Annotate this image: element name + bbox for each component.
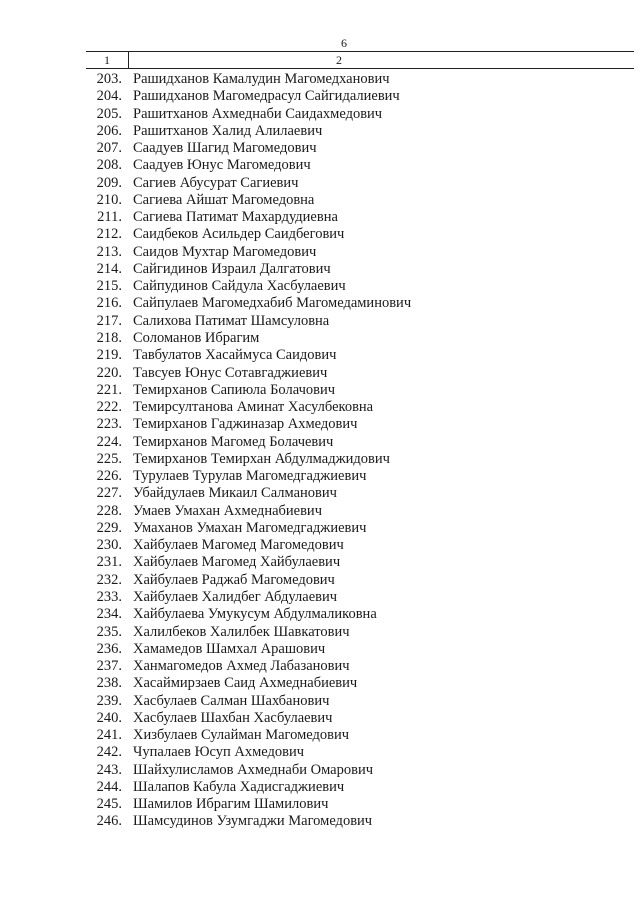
list-item-number: 226.: [96, 468, 122, 485]
list-item: [0, 572, 640, 589]
list-item-name: Хайбулаев Магомед Магомедович: [133, 537, 344, 554]
list-item-name: Шамсудинов Узумгаджи Магомедович: [133, 813, 373, 830]
list-item: [0, 416, 640, 433]
list-item-name: Умаев Умахан Ахмеднабиевич: [133, 502, 322, 519]
list-item-name: Саидбеков Асильдер Саидбегович: [133, 226, 345, 243]
list-item: [0, 693, 640, 710]
list-item-name: Соломанов Ибрагим: [133, 329, 260, 346]
list-item-number: 219.: [96, 347, 122, 364]
list-item-number: 224.: [96, 433, 122, 450]
list-item-name: Рашидханов Магомедрасул Сайгидалиевич: [133, 88, 400, 105]
list-item: [0, 347, 640, 364]
list-item-name: Темирханов Темирхан Абдулмаджидович: [133, 450, 390, 467]
list-item: [0, 88, 640, 105]
list-item: [0, 624, 640, 641]
list-item-number: 233.: [96, 588, 122, 605]
list-item-name: Шайхулисламов Ахмеднаби Омарович: [133, 761, 373, 778]
list-item: [0, 641, 640, 658]
list-item: [0, 796, 640, 813]
list-item-name: Хизбулаев Сулайман Магомедович: [133, 727, 350, 744]
list-item-name: Саадуев Юнус Магомедович: [133, 157, 311, 174]
list-item-name: Сагиева Патимат Махардудиевна: [133, 209, 338, 226]
list-item-name: Сагиев Абусурат Сагиевич: [133, 174, 299, 191]
list-item: [0, 520, 640, 537]
list-item: [0, 365, 640, 382]
list-item-number: 232.: [96, 571, 122, 588]
list-item: [0, 295, 640, 312]
list-item-name: Хамамедов Шамхал Арашович: [133, 640, 326, 657]
list-item: [0, 330, 640, 347]
list-item-number: 234.: [96, 606, 122, 623]
list-item-name: Темирханов Магомед Болачевич: [133, 433, 334, 450]
list-item-name: Рашитханов Ахмеднаби Саидахмедович: [133, 105, 383, 122]
list-item-number: 240.: [96, 709, 122, 726]
column-header-name: 2: [336, 53, 342, 67]
list-item-number: 207.: [96, 140, 122, 157]
list-item: [0, 434, 640, 451]
list-item: [0, 675, 640, 692]
list-item: [0, 399, 640, 416]
list-item-number: 212.: [96, 226, 122, 243]
list-item-name: Хайбулаев Магомед Хайбулаевич: [133, 554, 341, 571]
list-item-name: Турулаев Турулав Магомедгаджиевич: [133, 468, 367, 485]
list-item: [0, 503, 640, 520]
list-item-number: 215.: [96, 278, 122, 295]
list-item-number: 239.: [96, 692, 122, 709]
list-item-number: 230.: [96, 537, 122, 554]
list-item-name: Рашидханов Камалудин Магомедханович: [133, 71, 390, 87]
list-item-name: Хайбулаева Умукусум Абдулмаликовна: [133, 606, 377, 623]
list-item-number: 208.: [96, 157, 122, 174]
list-item-number: 229.: [96, 519, 122, 536]
list-item-name: Сайгидинов Израил Далгатович: [133, 260, 331, 277]
column-header-number: 1: [86, 52, 129, 68]
list-item: [0, 71, 640, 88]
list-item-number: 205.: [96, 105, 122, 122]
list-item: [0, 710, 640, 727]
list-item: [0, 313, 640, 330]
list-item-number: 211.: [97, 209, 122, 226]
list-item: [0, 244, 640, 261]
list-item-name: Рашитханов Халид Алилаевич: [133, 122, 323, 139]
list-item-number: 217.: [96, 312, 122, 329]
list-item: [0, 382, 640, 399]
list-item: [0, 123, 640, 140]
list-item-name: Тавбулатов Хасаймуса Саидович: [133, 347, 337, 364]
list-item-number: 238.: [96, 675, 122, 692]
list-item-number: 216.: [96, 295, 122, 312]
list-item-number: 246.: [96, 813, 122, 830]
list-item-number: 231.: [96, 554, 122, 571]
list-item: [0, 157, 640, 174]
column-header-row: [86, 51, 634, 69]
list-item: [0, 537, 640, 554]
list-item-number: 235.: [96, 623, 122, 640]
list-item: [0, 589, 640, 606]
list-item-number: 204.: [96, 88, 122, 105]
list-item-number: 244.: [96, 778, 122, 795]
list-item-number: 222.: [96, 399, 122, 416]
list-item-name: Ханмагомедов Ахмед Лабазанович: [133, 658, 350, 675]
name-list: [0, 71, 640, 831]
list-item-number: 243.: [96, 761, 122, 778]
list-item-number: 237.: [96, 658, 122, 675]
list-item: [0, 175, 640, 192]
list-item-name: Хасбулаев Шахбан Хасбулаевич: [133, 709, 333, 726]
list-item-number: 225.: [96, 450, 122, 467]
list-item-name: Саадуев Шагид Магомедович: [133, 140, 317, 157]
list-item-name: Шалапов Кабула Хадисгаджиевич: [133, 778, 345, 795]
list-item: [0, 779, 640, 796]
list-item-name: Халилбеков Халилбек Шавкатович: [133, 623, 350, 640]
list-item: [0, 140, 640, 157]
list-item-name: Умаханов Умахан Магомедгаджиевич: [133, 519, 367, 536]
list-item: [0, 192, 640, 209]
list-item-number: 209.: [96, 174, 122, 191]
list-item-name: Хасбулаев Салман Шахбанович: [133, 692, 330, 709]
list-item-name: Шамилов Ибрагим Шамилович: [133, 796, 329, 813]
list-item: [0, 451, 640, 468]
list-item-name: Саидов Мухтар Магомедович: [133, 243, 317, 260]
list-item-name: Сайпудинов Сайдула Хасбулаевич: [133, 278, 346, 295]
list-item: [0, 658, 640, 675]
list-item-number: 227.: [96, 485, 122, 502]
list-item: [0, 554, 640, 571]
list-item-name: Хайбулаев Халидбег Абдулаевич: [133, 588, 338, 605]
list-item: [0, 468, 640, 485]
list-item-name: Сагиева Айшат Магомедовна: [133, 191, 315, 208]
list-item-name: Хайбулаев Раджаб Магомедович: [133, 571, 335, 588]
list-item: [0, 278, 640, 295]
list-item-name: Хасаймирзаев Саид Ахмеднабиевич: [133, 675, 358, 692]
list-item: [0, 485, 640, 502]
list-item-name: Чупалаев Юсуп Ахмедович: [133, 744, 305, 761]
list-item-number: 220.: [96, 364, 122, 381]
list-item-number: 221.: [96, 381, 122, 398]
list-item-name: Темирханов Гаджиназар Ахмедович: [133, 416, 358, 433]
list-item: [0, 606, 640, 623]
list-item: [0, 744, 640, 761]
list-item-number: 218.: [96, 329, 122, 346]
list-item: [0, 762, 640, 779]
list-item-number: 241.: [96, 727, 122, 744]
list-item-name: Салихова Патимат Шамсуловна: [133, 312, 330, 329]
list-item-number: 210.: [96, 191, 122, 208]
list-item-name: Сайпулаев Магомедхабиб Магомедаминович: [133, 295, 412, 312]
list-item-number: 236.: [96, 640, 122, 657]
list-item-number: 203.: [96, 71, 122, 87]
list-item-number: 214.: [96, 260, 122, 277]
list-item: [0, 209, 640, 226]
list-item-name: Темирханов Сапиюла Болачович: [133, 381, 336, 398]
list-item-name: Тавсуев Юнус Сотавгаджиевич: [133, 364, 328, 381]
list-item: [0, 226, 640, 243]
list-item-number: 228.: [96, 502, 122, 519]
list-item: [0, 727, 640, 744]
list-item-number: 242.: [96, 744, 122, 761]
list-item-number: 206.: [96, 122, 122, 139]
list-item-name: Убайдулаев Микаил Салманович: [133, 485, 337, 502]
list-item-number: 223.: [96, 416, 122, 433]
list-item-name: Темирсултанова Аминат Хасулбековна: [133, 399, 374, 416]
list-item: [0, 261, 640, 278]
page-number: 6: [341, 36, 347, 50]
list-item: [0, 106, 640, 123]
list-item-number: 213.: [96, 243, 122, 260]
list-item: [0, 813, 640, 830]
list-item-number: 245.: [96, 796, 122, 813]
